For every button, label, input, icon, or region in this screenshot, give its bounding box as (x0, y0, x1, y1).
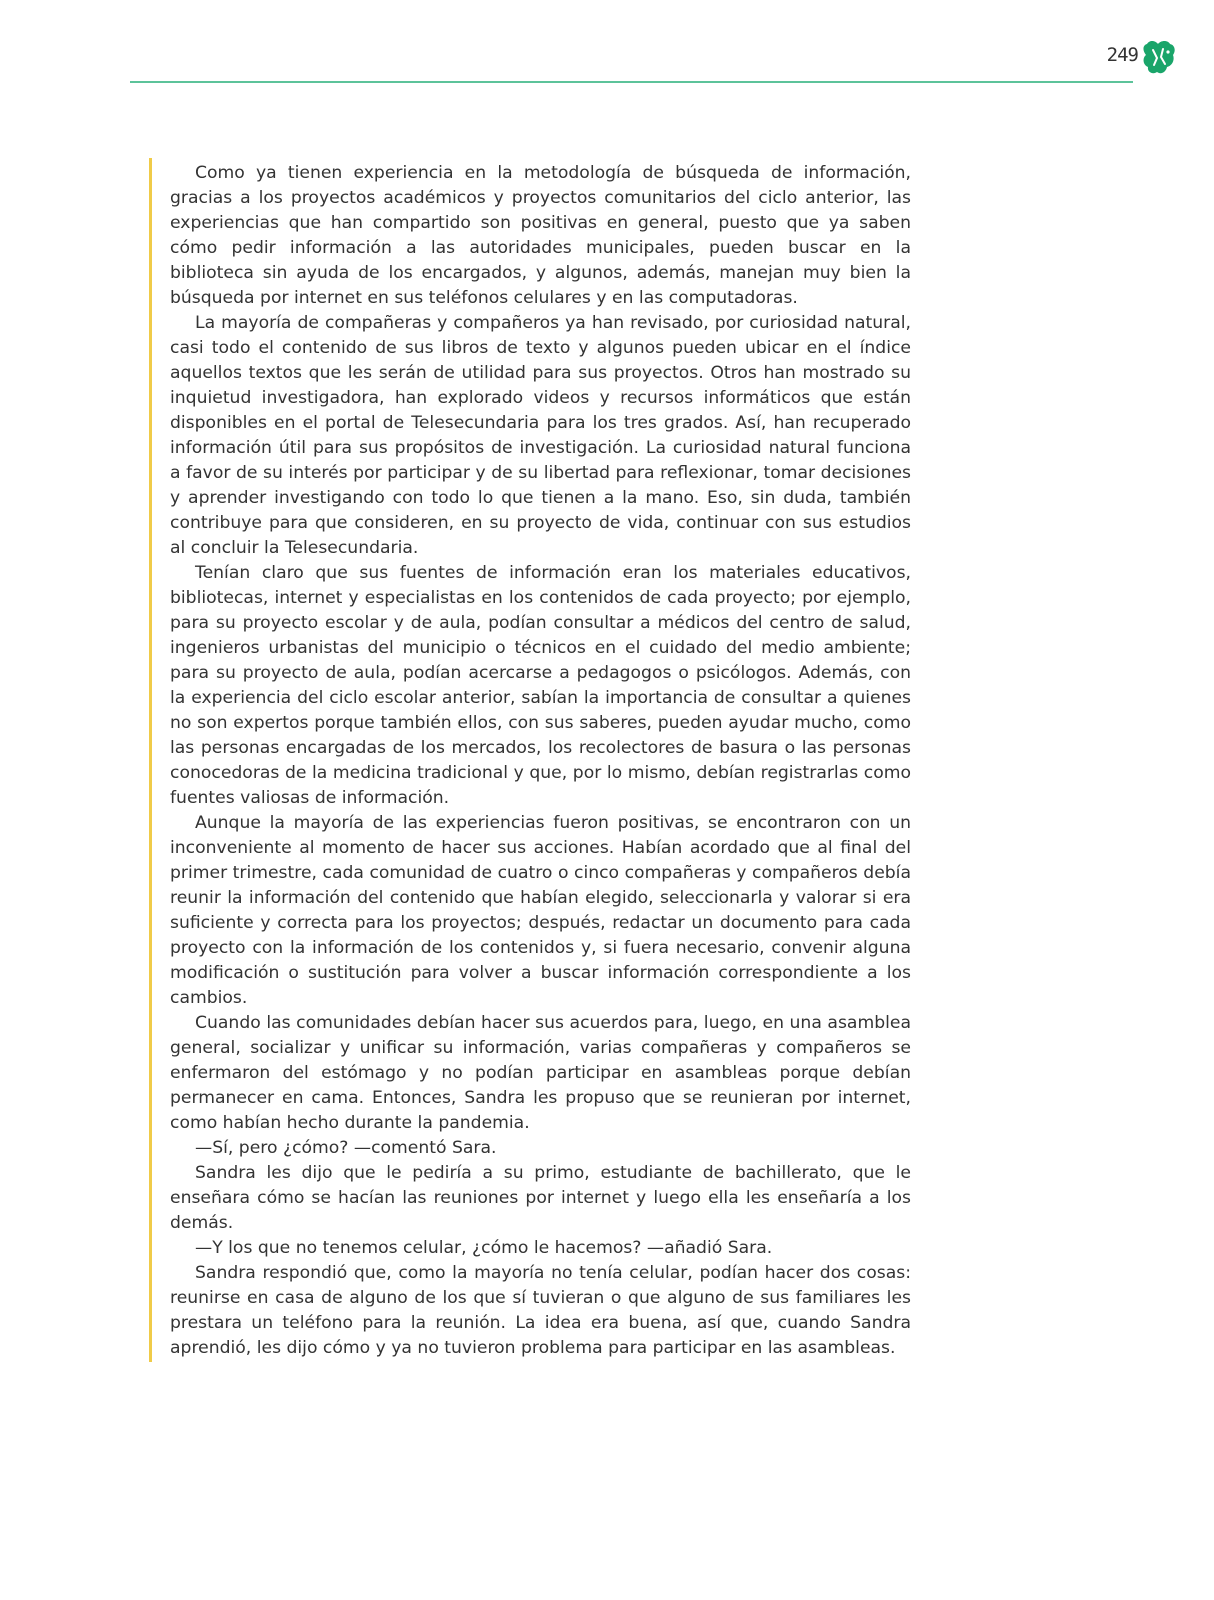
dialogue-line: —Y los que no tenemos celular, ¿cómo le hacemos? —añadió Sara. (195, 1238, 773, 1258)
paragraph: Cuando las comunidades debían hacer sus acuerdos para, luego, en una asamblea general, socializar y unificar su información, varias compañeras y compañeros se enfermaron del estómago y no podían participar en asambleas porque debían permanecer en cama. Entonces, Sandra les propuso que se reunieran por internet, como habían hecho durante la pandemia. (170, 1013, 911, 1133)
paragraph: Como ya tienen experiencia en la metodología de búsqueda de información, gracias a los proyectos académicos y proyectos comunitarios del ciclo anterior, las experiencias que han compartido son positivas en general, puesto que ya saben cómo pedir información a las autoridades municipales, pueden buscar en la biblioteca sin ayuda de los encargados, y algunos, además, manejan muy bien la búsqueda por internet en sus teléfonos celulares y en las computadoras. (170, 163, 911, 308)
dialogue-line: —Sí, pero ¿cómo? —comentó Sara. (195, 1138, 497, 1158)
paragraph: Aunque la mayoría de las experiencias fueron positivas, se encontraron con un inconveniente al momento de hacer sus acciones. Habían acordado que al final del primer trimestre, cada comunidad de cuatro o cinco compañeras y compañeros debía reunir la información del contenido que habían elegido, seleccionarla y valorar si era suficiente y correcta para los proyectos; después, redactar un documento para cada proyecto con la información de los contenidos y, si fuera necesario, convenir alguna modificación o sustitución para volver a buscar información correspondiente a los cambios. (170, 813, 911, 1008)
page-number: 249 (1106, 44, 1138, 66)
paragraph: Sandra respondió que, como la mayoría no tenía celular, podían hacer dos cosas: reunirse en casa de alguno de los que sí tuvieran o que alguno de sus familiares les prestara un teléfono para la reunión. La idea era buena, así que, cuando Sandra aprendió, les dijo cómo y ya no tuvieron problema para participar en las asambleas. (170, 1263, 911, 1358)
body-text (170, 161, 911, 1361)
paragraph: La mayoría de compañeras y compañeros ya han revisado, por curiosidad natural, casi todo el contenido de sus libros de texto y algunos pueden ubicar en el índice aquellos textos que les serán de utilidad para sus proyectos. Otros han mostrado su inquietud investigadora, han explorado videos y recursos informáticos que están disponibles en el portal de Telesecundaria para los tres grados. Así, han recuperado información útil para sus propósitos de investigación. La curiosidad natural funciona a favor de su interés por participar y de su libertad para reflexionar, tomar decisiones y aprender investigando con todo lo que tienen a la mano. Eso, sin duda, también contribuye para que consideren, en su proyecto de vida, continuar con sus estudios al concluir la Telesecundaria. (170, 313, 911, 558)
green-mascot-icon (1141, 38, 1177, 76)
header-rule (130, 81, 1133, 83)
paragraph: Sandra les dijo que le pediría a su primo, estudiante de bachillerato, que le enseñara cómo se hacían las reuniones por internet y luego ella les enseñaría a los demás. (170, 1163, 911, 1233)
paragraph: Tenían claro que sus fuentes de información eran los materiales educativos, bibliotecas, internet y especialistas en los contenidos de cada proyecto; por ejemplo, para su proyecto escolar y de aula, podían consultar a médicos del centro de salud, ingenieros urbanistas del municipio o técnicos en el cuidado del medio ambiente; para su proyecto de aula, podían acercarse a pedagogos o psicólogos. Además, con la experiencia del ciclo escolar anterior, sabían la importancia de consultar a quienes no son expertos porque también ellos, con sus saberes, pueden ayudar mucho, como las personas encargadas de los mercados, los recolectores de basura o las personas conocedoras de la medicina tradicional y que, por lo mismo, debían registrarlas como fuentes valiosas de información. (170, 563, 911, 808)
margin-bar (149, 158, 152, 1362)
